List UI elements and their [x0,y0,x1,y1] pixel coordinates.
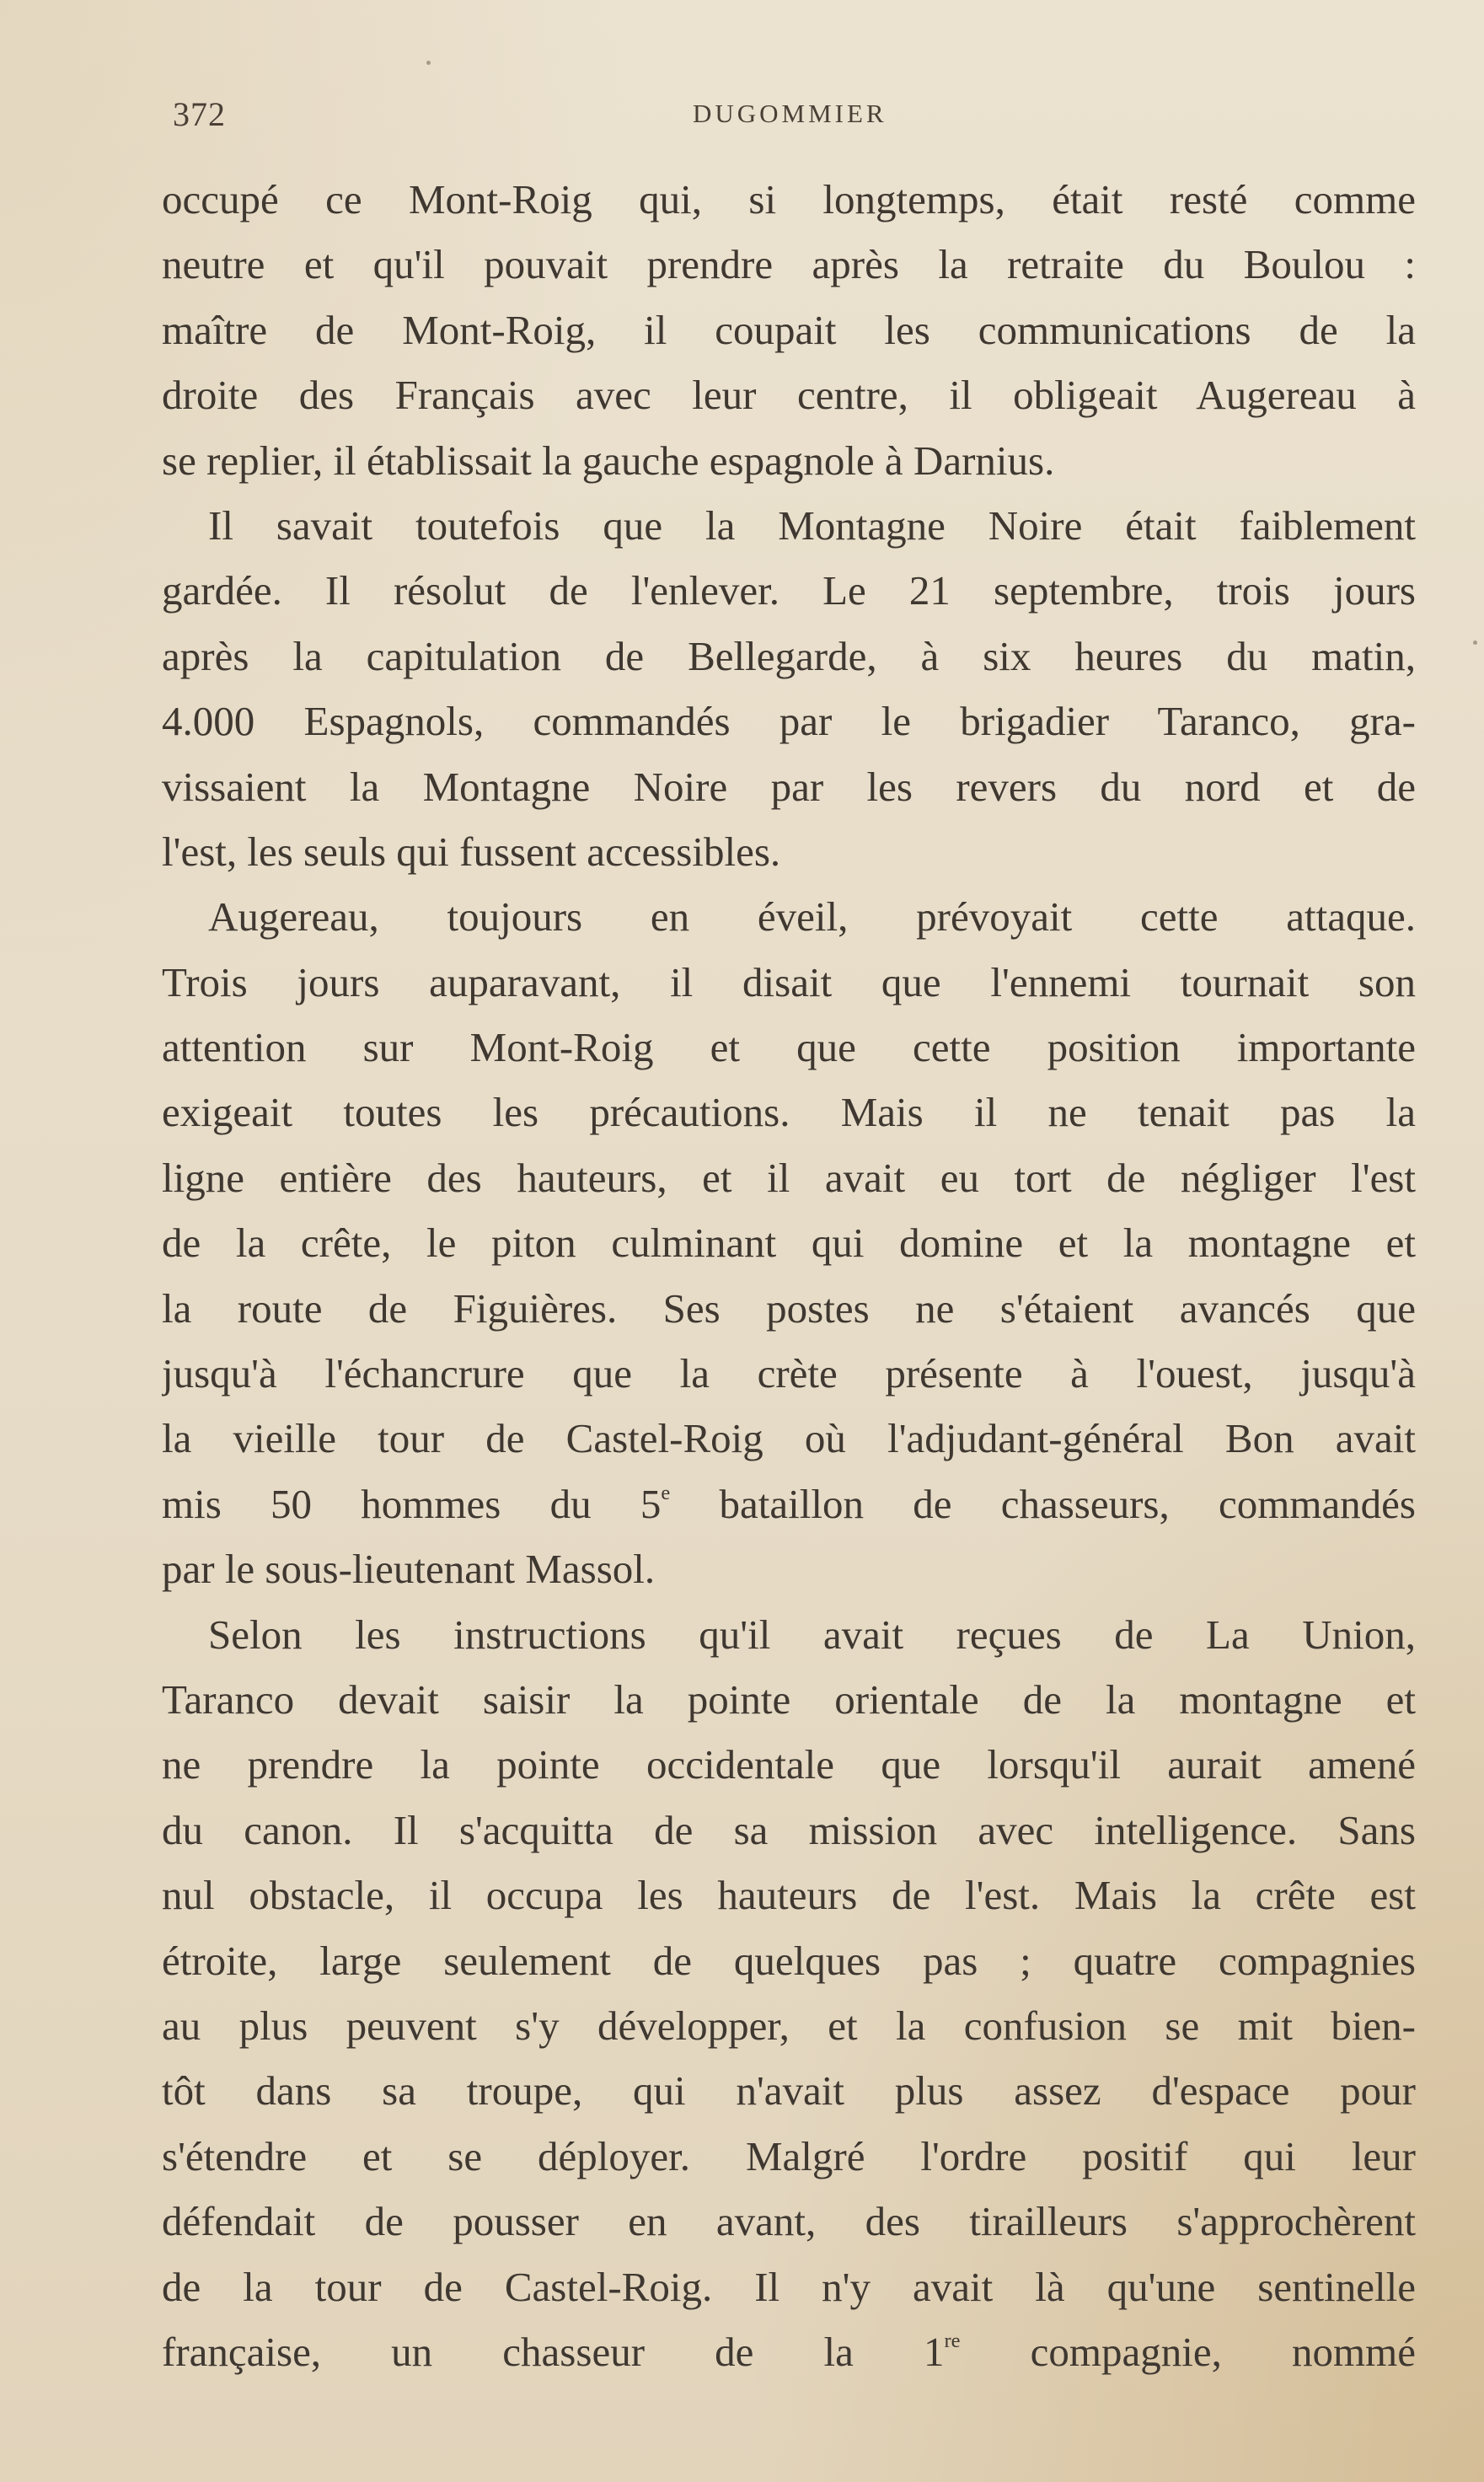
text-line: défendait de pousser en avant, des tirailleurs s'approchèrent [162,2198,1416,2245]
text-line: gardée. Il résolut de l'enlever. Le 21 septembre, trois jours [162,567,1416,614]
text-line: neutre et qu'il pouvait prendre après la retraite du Boulou : [162,241,1416,288]
line-text: française, un chasseur de la 1 [162,2328,945,2375]
text-line: au plus peuvent s'y développer, et la confusion se mit bien- [162,2002,1416,2049]
line-text-tail: bataillon de chasseurs, commandés [670,1480,1416,1527]
text-line: jusqu'à l'échancrure que la crète présente à l'ouest, jusqu'à [162,1350,1416,1397]
text-line: maître de Mont-Roig, il coupait les communications de la [162,306,1416,353]
text-line: Trois jours auparavant, il disait que l'ennemi tournait son [162,958,1416,1005]
paper-speck [1473,641,1477,645]
text-line: par le sous-lieutenant Massol. [162,1546,656,1593]
ordinal-superscript: re [944,2329,961,2352]
text-line: l'est, les seuls qui fussent accessibles. [162,828,781,875]
text-line: occupé ce Mont-Roig qui, si longtemps, était resté comme [162,176,1416,222]
text-line: vissaient la Montagne Noire par les revers du nord et de [162,763,1416,810]
page-number: 372 [173,95,226,133]
running-head [0,94,1484,137]
text-line: de la crête, le piton culminant qui domine et la montagne et [162,1220,1416,1267]
ordinal-superscript: e [661,1481,671,1504]
text-line: ne prendre la pointe occidentale que lorsqu'il aurait amené [162,1741,1416,1788]
text-line: la route de Figuières. Ses postes ne s'étaient avancés que [162,1284,1416,1332]
paragraph-start-line: Augereau, toujours en éveil, prévoyait cette attaque. [208,893,1416,941]
paragraph-start-line: Il savait toutefois que la Montagne Noire était faiblement [208,501,1416,549]
text-line: attention sur Mont-Roig et que cette position importante [162,1024,1416,1071]
text-line: du canon. Il s'acquitta de sa mission avec intelligence. Sans [162,1806,1416,1853]
text-line: 4.000 Espagnols, commandés par le brigadier Taranco, gra- [162,698,1416,745]
text-line: Taranco devait saisir la pointe orientale de la montagne et [162,1675,1416,1723]
text-line-with-superscript [162,2319,1416,2384]
text-line: se replier, il établissait la gauche espagnole à Darnius. [162,437,1055,484]
text-line: tôt dans sa troupe, qui n'avait plus assez d'espace pour [162,2067,1416,2115]
text-line: s'étendre et se déployer. Malgré l'ordre positif qui leur [162,2132,1416,2179]
running-title: DUGOMMIER [693,99,887,128]
paragraph-start-line: Selon les instructions qu'il avait reçues de La Union, [208,1611,1416,1658]
line-text-tail: compagnie, nommé [960,2328,1416,2375]
text-line: la vieille tour de Castel-Roig où l'adjudant-général Bon avait [162,1415,1416,1462]
text-line: après la capitulation de Bellegarde, à six heures du matin, [162,632,1416,679]
text-line-with-superscript [162,1472,1416,1536]
text-line: nul obstacle, il occupa les hauteurs de l'est. Mais la crête est [162,1872,1416,1919]
text-line: ligne entière des hauteurs, et il avait eu tort de négliger l'est [162,1154,1416,1201]
line-text: mis 50 hommes du 5 [162,1480,662,1527]
text-line: étroite, large seulement de quelques pas ; quatre compagnies [162,1937,1416,1984]
paper-speck [426,61,431,65]
text-line: exigeait toutes les précautions. Mais il ne tenait pas la [162,1089,1416,1136]
text-line: de la tour de Castel-Roig. Il n'y avait là qu'une sentinelle [162,2263,1416,2310]
body-text [162,167,1416,2384]
text-line: droite des Français avec leur centre, il obligeait Augereau à [162,372,1416,419]
